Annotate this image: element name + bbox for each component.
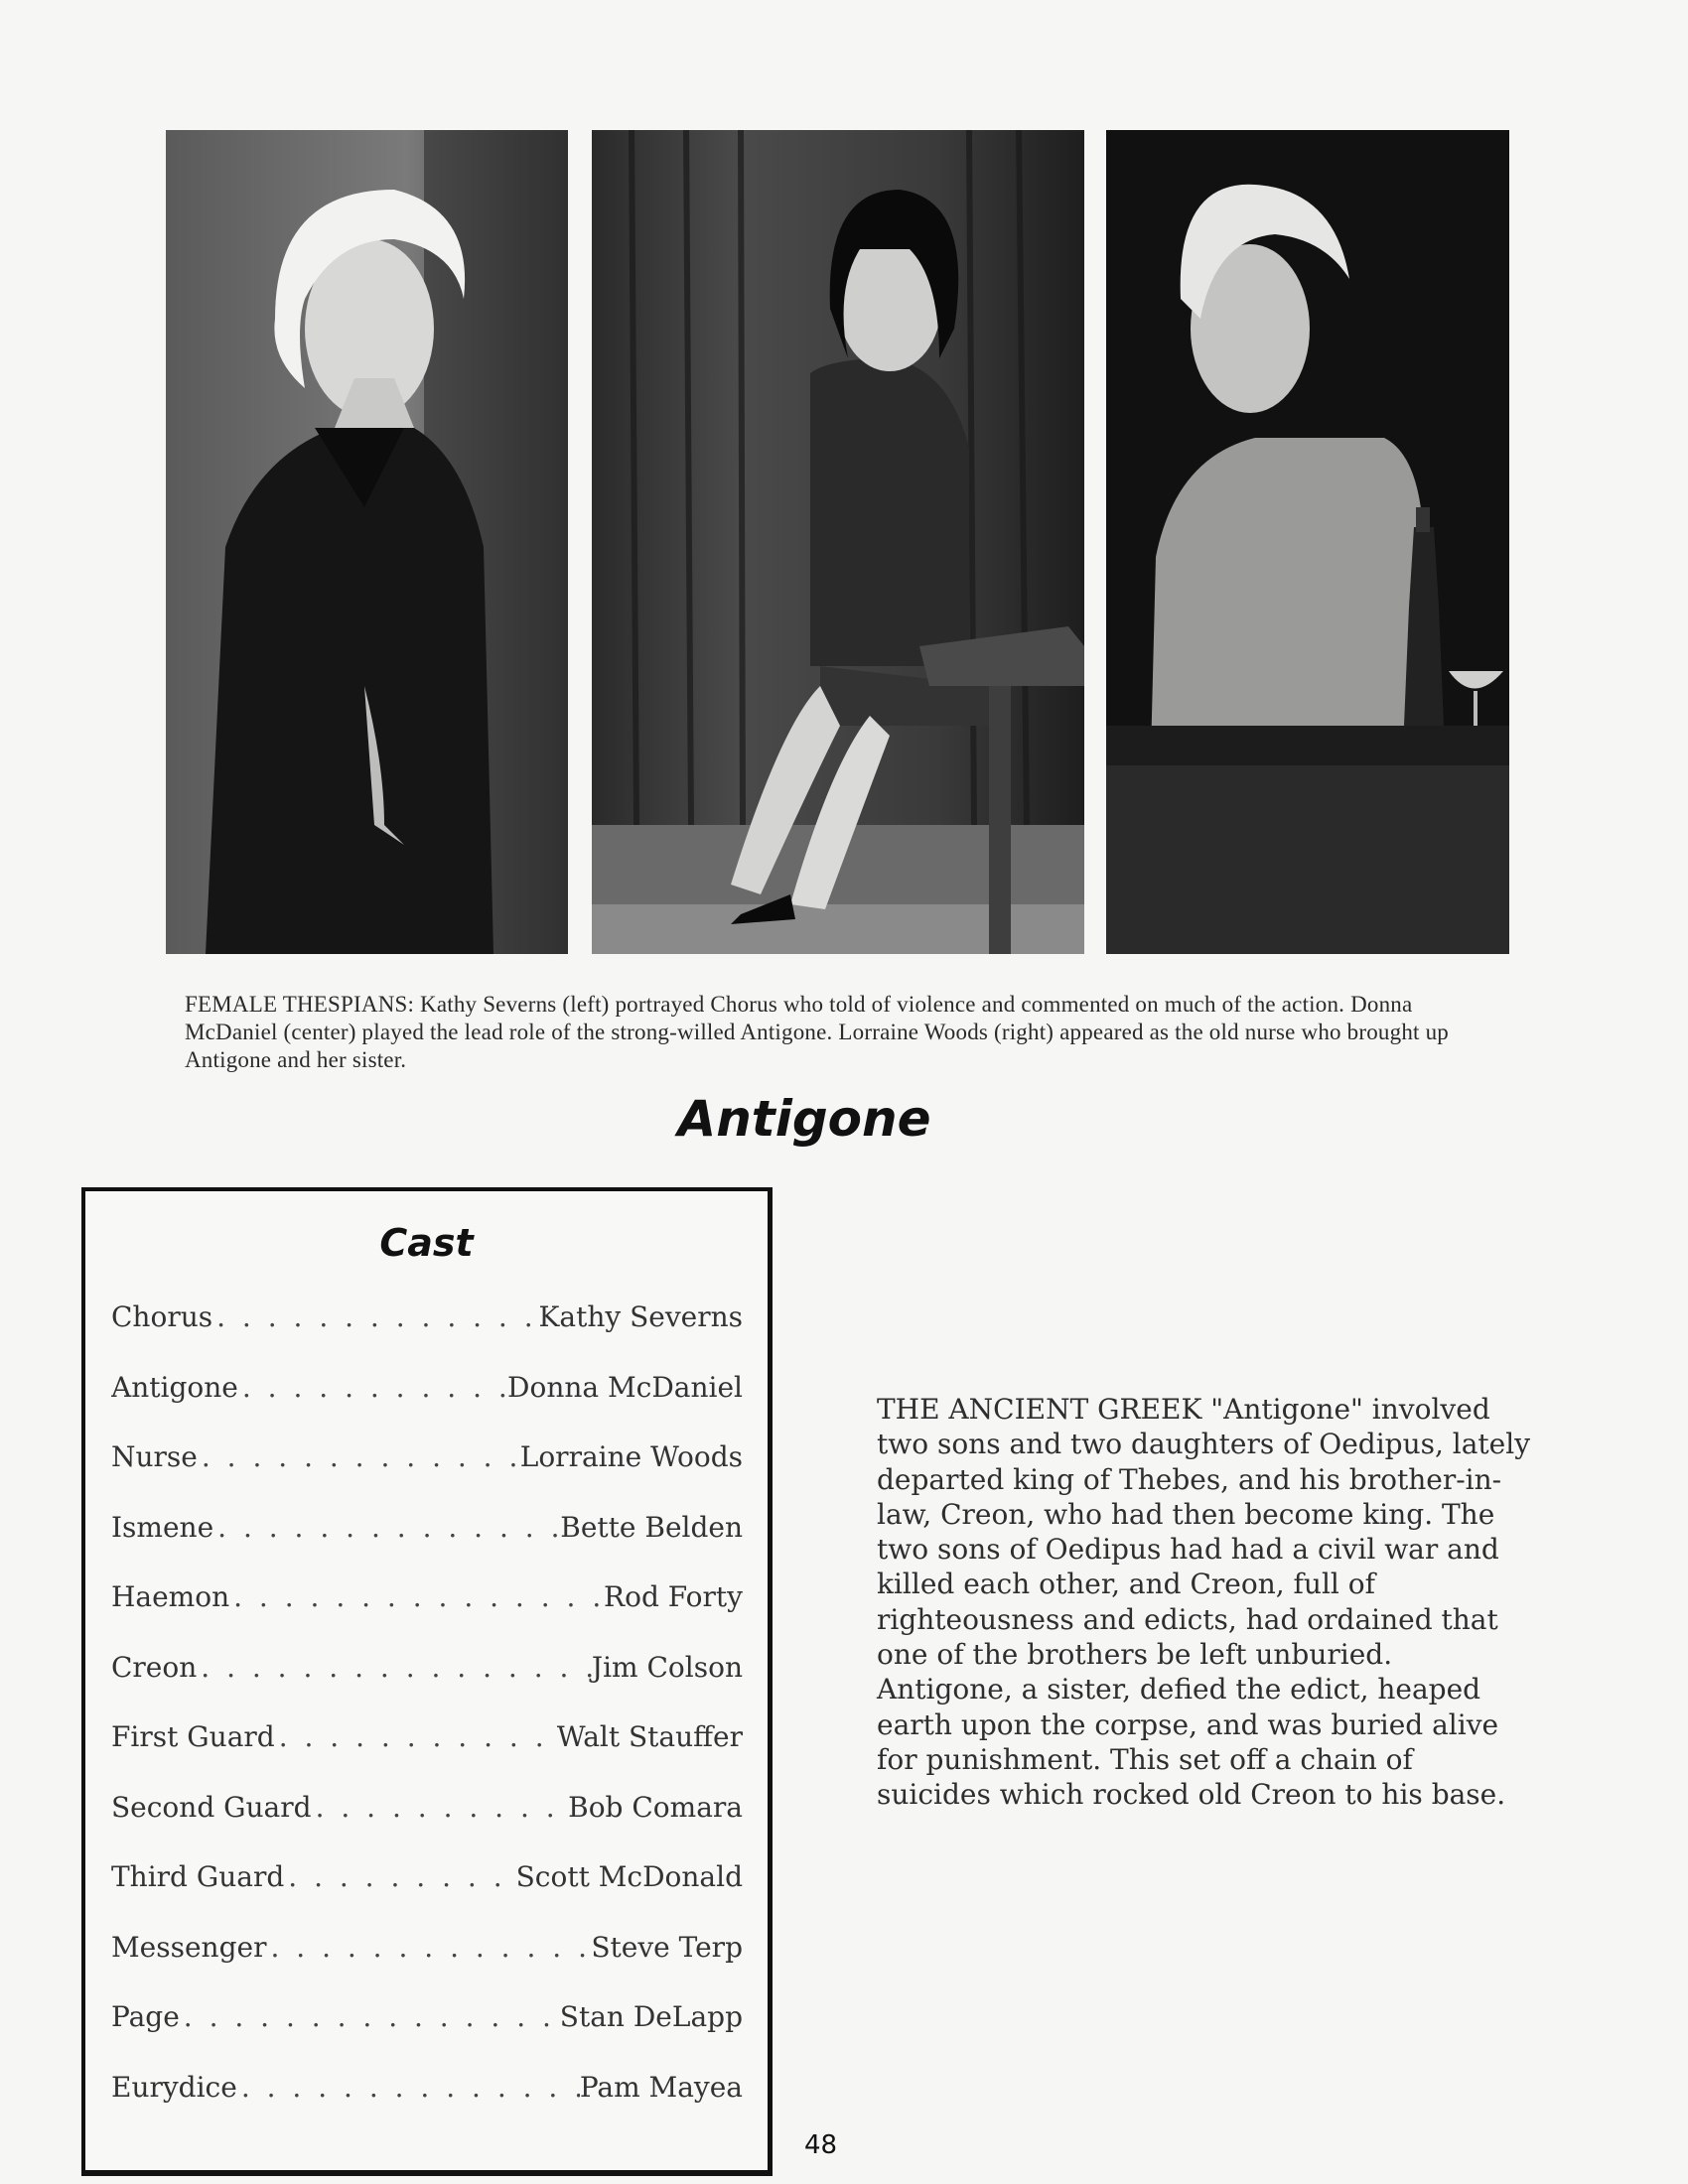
cast-role: Nurse	[111, 1440, 198, 1473]
cast-leader-dots	[229, 1580, 604, 1613]
cast-actor: Rod Forty	[604, 1580, 743, 1613]
cast-actor: Lorraine Woods	[519, 1440, 743, 1473]
cast-role: Ismene	[111, 1510, 214, 1544]
cast-box	[81, 1187, 773, 2176]
page-title-text: Antigone	[677, 1090, 931, 1148]
cast-row	[111, 1720, 743, 1760]
cast-row	[111, 1300, 743, 1340]
cast-actor: Bette Belden	[560, 1510, 743, 1544]
cast-actor: Walt Stauffer	[556, 1720, 743, 1753]
cast-row	[111, 1371, 743, 1411]
photo-antigone	[592, 130, 1084, 954]
cast-role: Third Guard	[111, 1860, 285, 1893]
cast-actor: Scott McDonald	[515, 1860, 743, 1893]
cast-leader-dots	[213, 1511, 560, 1544]
cast-role: Creon	[111, 1650, 198, 1684]
cast-leader-dots	[238, 1371, 507, 1404]
cast-leader-dots	[237, 2071, 580, 2104]
cast-actor: Kathy Severns	[538, 1300, 743, 1333]
cast-row	[111, 1511, 743, 1551]
cast-row	[111, 1580, 743, 1620]
cast-role: Chorus	[111, 1300, 213, 1333]
cast-actor: Jim Colson	[591, 1650, 743, 1684]
cast-leader-dots	[197, 1651, 592, 1684]
photo-caption: FEMALE THESPIANS: Kathy Severns (left) portrayed Chorus who told of violence and commented on much of the action. Donna McDaniel (center) played the lead role of the strong-willed Antigone. Lorraine Woods (right) appeared as the old nurse who brought up Antigone and her sister.	[185, 992, 1449, 1072]
cast-actor: Stan DeLapp	[559, 2000, 743, 2033]
page-title	[0, 1090, 1609, 1148]
synopsis-text: THE ANCIENT GREEK "Antigone" involved two sons and two daughters of Oedipus, lately departed king of Thebes, and his brother-in-law, Creon, who had then become king. The two sons of Oedipus had had a civil war and killed each other, and Creon, full of righteousness and edicts, had ordained that one of the brothers be left unburied. Antigone, a sister, defied the edict, heaped earth upon the corpse, and was buried alive for punishment. This set off a chain of suicides which rocked old Creon to his base.	[877, 1393, 1531, 1812]
page-number: 48	[804, 2130, 838, 2160]
cast-row	[111, 1931, 743, 1971]
photo-nurse	[1106, 130, 1509, 954]
cast-row	[111, 1651, 743, 1691]
cast-role: Eurydice	[111, 2070, 237, 2104]
cast-leader-dots	[312, 1791, 569, 1824]
cast-leader-dots	[275, 1720, 557, 1753]
cast-row	[111, 1791, 743, 1831]
cast-role: Antigone	[111, 1370, 238, 1404]
cast-heading: Cast	[379, 1221, 474, 1265]
cast-leader-dots	[266, 1931, 591, 1964]
cast-actor: Bob Comara	[568, 1790, 743, 1824]
cast-row	[111, 1860, 743, 1900]
cast-role: Second Guard	[111, 1790, 312, 1824]
photo-chorus	[166, 130, 568, 954]
cast-role: Page	[111, 2000, 180, 2033]
cast-actor: Donna McDaniel	[507, 1370, 743, 1404]
cast-role: First Guard	[111, 1720, 275, 1753]
cast-leader-dots	[212, 1300, 538, 1333]
cast-actor: Pam Mayea	[579, 2070, 743, 2104]
cast-row	[111, 2000, 743, 2040]
cast-leader-dots	[180, 2000, 560, 2033]
cast-leader-dots	[284, 1860, 515, 1893]
cast-role: Haemon	[111, 1580, 230, 1613]
cast-row	[111, 1440, 743, 1480]
cast-actor: Steve Terp	[591, 1930, 743, 1964]
cast-role: Messenger	[111, 1930, 267, 1964]
cast-row	[111, 2071, 743, 2111]
cast-leader-dots	[198, 1440, 520, 1473]
